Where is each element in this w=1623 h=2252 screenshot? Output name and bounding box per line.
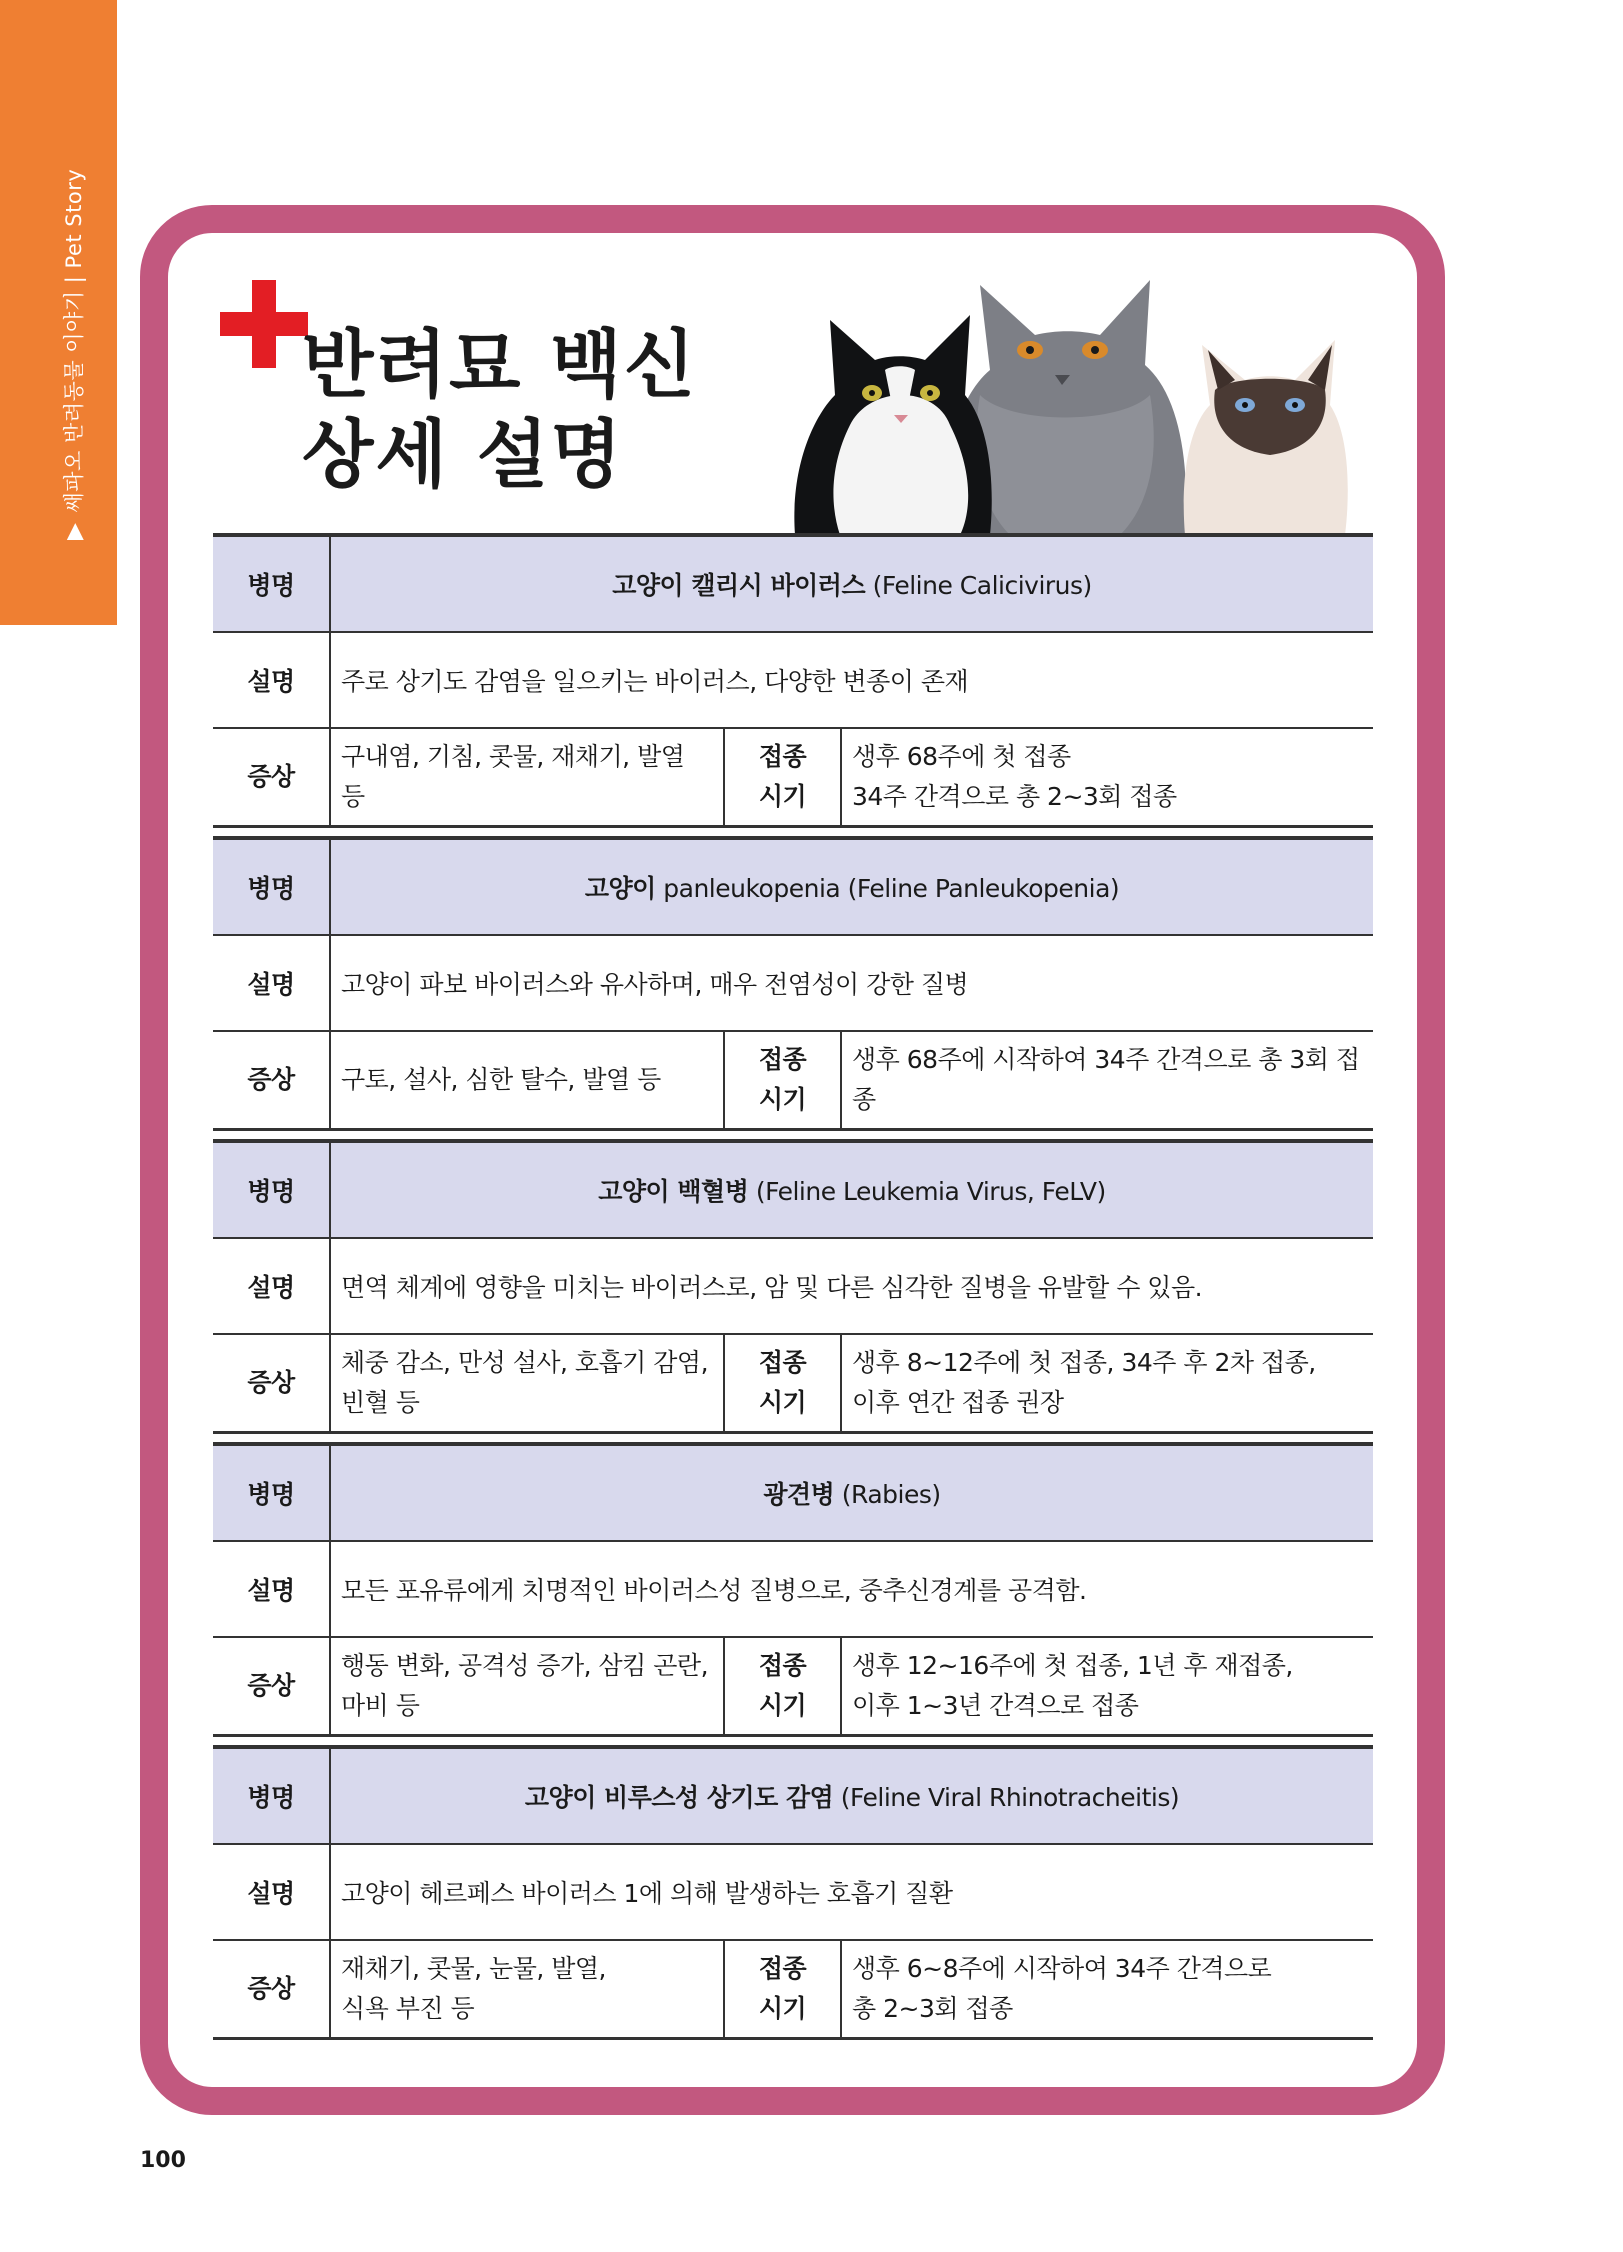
disease-name-row <box>213 1444 1373 1541</box>
label-symptoms: 증상 <box>213 1334 330 1433</box>
label-description: 설명 <box>213 1844 330 1940</box>
disease-schedule: 생후 68주에 시작하여 34주 간격으로 총 3회 접종 <box>841 1031 1373 1130</box>
disease-symptoms: 재채기, 콧물, 눈물, 발열, 식욕 부진 등 <box>330 1940 724 2039</box>
disease-description: 주로 상기도 감염을 일으키는 바이러스, 다양한 변종이 존재 <box>330 632 1373 728</box>
disease-name: 고양이 백혈병 (Feline Leukemia Virus, FeLV) <box>330 1141 1373 1238</box>
siamese-cat-image <box>1184 340 1348 535</box>
disease-name: 광견병 (Rabies) <box>330 1444 1373 1541</box>
disease-description-row <box>213 632 1373 728</box>
label-description: 설명 <box>213 935 330 1031</box>
disease-name: 고양이 panleukopenia (Feline Panleukopenia) <box>330 838 1373 935</box>
side-tab-label: ▶쌔파오 반려동물 이야기 | Pet Story <box>62 168 87 540</box>
label-name: 병명 <box>213 1141 330 1238</box>
medical-plus-icon <box>220 280 308 368</box>
disease-description: 고양이 파보 바이러스와 유사하며, 매우 전염성이 강한 질병 <box>330 935 1373 1031</box>
label-symptoms: 증상 <box>213 1637 330 1736</box>
disease-description: 모든 포유류에게 치명적인 바이러스성 질병으로, 중추신경계를 공격함. <box>330 1541 1373 1637</box>
disease-schedule: 생후 68주에 첫 접종 34주 간격으로 총 2~3회 접종 <box>841 728 1373 827</box>
title-line-1: 반려묘 백신 <box>302 322 698 408</box>
tuxedo-cat-image <box>794 315 991 535</box>
label-schedule: 접종 시기 <box>724 1940 841 2039</box>
label-schedule: 접종 시기 <box>724 728 841 827</box>
label-symptoms: 증상 <box>213 728 330 827</box>
disease-symptoms-row <box>213 1940 1373 2039</box>
page-title <box>302 320 697 500</box>
vaccine-table <box>213 533 1373 2040</box>
title-line-2: 상세 설명 <box>302 412 624 498</box>
disease-symptoms: 구토, 설사, 심한 탈수, 발열 등 <box>330 1031 724 1130</box>
disease-description-row <box>213 935 1373 1031</box>
disease-name: 고양이 캘리시 바이러스 (Feline Calicivirus) <box>330 535 1373 632</box>
disease-symptoms-row <box>213 1637 1373 1736</box>
page-number: 100 <box>140 2148 186 2173</box>
label-symptoms: 증상 <box>213 1031 330 1130</box>
disease-symptoms-row <box>213 728 1373 827</box>
disease-schedule: 생후 12~16주에 첫 접종, 1년 후 재접종, 이후 1~3년 간격으로 접종 <box>841 1637 1373 1736</box>
disease-symptoms: 구내염, 기침, 콧물, 재채기, 발열 등 <box>330 728 724 827</box>
label-description: 설명 <box>213 1238 330 1334</box>
cats-illustration <box>790 275 1350 535</box>
disease-symptoms: 행동 변화, 공격성 증가, 삼킴 곤란, 마비 등 <box>330 1637 724 1736</box>
label-description: 설명 <box>213 1541 330 1637</box>
label-name: 병명 <box>213 838 330 935</box>
disease-schedule: 생후 6~8주에 시작하여 34주 간격으로 총 2~3회 접종 <box>841 1940 1373 2039</box>
disease-description-row <box>213 1541 1373 1637</box>
label-schedule: 접종 시기 <box>724 1334 841 1433</box>
disease-schedule: 생후 8~12주에 첫 접종, 34주 후 2차 접종, 이후 연간 접종 권장 <box>841 1334 1373 1433</box>
disease-description-row <box>213 1238 1373 1334</box>
label-name: 병명 <box>213 1444 330 1541</box>
disease-description-row <box>213 1844 1373 1940</box>
disease-symptoms: 체중 감소, 만성 설사, 호흡기 감염, 빈혈 등 <box>330 1334 724 1433</box>
label-symptoms: 증상 <box>213 1940 330 2039</box>
disease-description: 면역 체계에 영향을 미치는 바이러스로, 암 및 다른 심각한 질병을 유발할 수 있음. <box>330 1238 1373 1334</box>
disease-name-row <box>213 1747 1373 1844</box>
disease-name-row <box>213 535 1373 632</box>
triangle-icon: ▶ <box>62 522 87 540</box>
label-name: 병명 <box>213 535 330 632</box>
label-name: 병명 <box>213 1747 330 1844</box>
disease-name-row <box>213 1141 1373 1238</box>
disease-description: 고양이 헤르페스 바이러스 1에 의해 발생하는 호흡기 질환 <box>330 1844 1373 1940</box>
disease-name: 고양이 비루스성 상기도 감염 (Feline Viral Rhinotracheitis) <box>330 1747 1373 1844</box>
disease-symptoms-row <box>213 1334 1373 1433</box>
label-schedule: 접종 시기 <box>724 1031 841 1130</box>
disease-name-row <box>213 838 1373 935</box>
label-description: 설명 <box>213 632 330 728</box>
label-schedule: 접종 시기 <box>724 1637 841 1736</box>
disease-symptoms-row <box>213 1031 1373 1130</box>
